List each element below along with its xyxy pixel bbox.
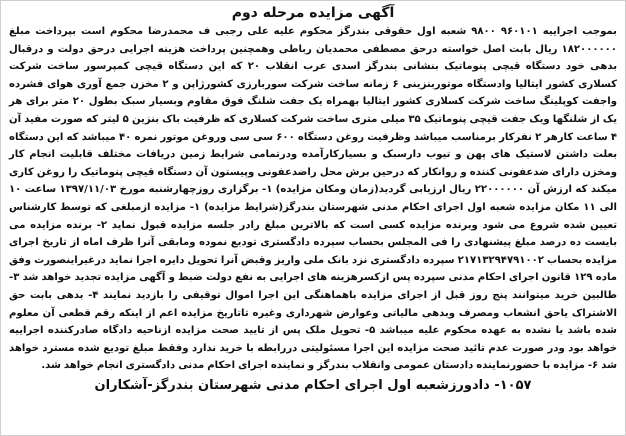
notice-title: آگهی مزایده مرحله دوم [231, 5, 395, 21]
notice-footer: ۱۰۵۷- دادورزشعبه اول اجرای احکام مدنی شهرستان بندرگز-آشکاران [94, 377, 532, 393]
notice-body: بموجب اجراییه ۹۶۰۱۰۱ ۹۸۰۰ شعبه اول حقوقی بندرگز محکوم علیه علی رجبی ف محمدرضا محکوم است بپرداخت مبلغ ۱۸۲۰۰۰۰۰۰ ریال بابت اصل خواسته درحق مصطفی محمدیان رباطی وهمچنین پرداخت هزینه اجرایی درحق دولت و درقبال بدهی خود دستگاه قیچی پنوماتیک بنشانی بندرگز اسدی عرب انقلاب ۲۰ که این دستگاه قیچی کمپرسور ساخت شرکت کسلاری کشور ایتالیا وادستگاه موتوربنزینی ۶ زمانه ساخت شرکت سوربارزی کشورژاپن و ۲ مخزن جمع آوری هوای فشرده واجفت کوپلینگ ساخت شرکت کسلاری کشور ایتالیا بهمراه یک جفت شلنگ فوق مقاوم وبسیار سبک بطول ۲۰ متر برای هر یک از شلنگها ویک جفت قیچی پنوماتیک ۳۵ میلی متری ساخت شرکت کسلاری که ظرفیت باک بنزین ۵ لیتر که صورت مفید آن ۴ ساعت کارهر ۲ نفرکار برمناسب میباشد وظرفیت روغن دستگاه ۶۰۰ سی سی وروغن موتور نمره ۴۰ میباشد که این دستگاه بعلت داشتن لاستیک های پهن و تیوب دارسبک و بسیارکارآمده ودرتمامی شرایط زمین دریافات مختلف قابلیت انجام کار ومخزن دارای ضدعفونی کننده و روانکار که درحین برش محل راضدعفونی وپیستون آن دستگاه قیچی پنوماتیک را روغن کاری میکند که ارزش آن ۲۲۰۰۰۰۰۰ ریال ارزیابی گردید(زمان ومکان مزایده) ۱- برگزاری روزچهارشنبه مورخ ۱۳۹۷/۱۱/۰۳ ساعت ۱۰ الی ۱۱ مکان مزایده شعبه اول اجرای احکام مدنی شهرستان بندرگز(شرایط مزایده) ۱- مزایده ازمبلغی که توسط کارشناس تعیین شده شروع می شود وبرنده مزایده کسی است که بالاترین مبلغ رادر جلسه مزایده قبول نماید ۲- برنده مزایده می بایست ده درصد مبلغ پیشنهادی را فی المجلس بحساب سپرده دادگستری تودیع نموده ومابقی آنرا ظرف اماه از تاریخ اجرای مزایده بحساب ۲۱۷۱۳۲۹۴۷۹۱۰۰۲ سپرده دادگستری نزد بانک ملی واریز وقبض آنرا تحویل دایره اجرا نماید درغیراینصورت وفق ماده ۱۲۹ قانون اجرای احکام مدنی سپرده پس ازکسرهزینه های اجرایی به نفع دولت ضبط و آگهی مزایده تجدید خواهد شد ۳- طالبین خرید میتوانند پنج روز قبل از اجرای مزایده باهماهنگی این اجرا اموال توقیفی را بازدید نمایند ۴- بدهی بابت حق الاشتراک یاحق انشعاب ومصرف وبدهی مالیاتی وعوارض شهرداری وغیره تاتاریخ مزایده اعم از اینکه رقم قطعی آن معلوم شده باشد یا نشده به عهده محکوم علیه میباشد ۵- تحویل ملک پس از تایید صحت مزایده ازناحیه دادگاه صادرکننده اجراییه خواهد بود ودر صورت عدم تائید صحت مزایده این اجرا مسئولیتی دررابطه با خرید ندارد وفقط مبلغ تودیع شده مسترد خواهد شد ۶- مزایده با حضورنماینده دادستان عمومی وانقلاب بندرگز و نماینده اجرای احکام مدنی دادگستری انجام خواهد شد. [9, 26, 618, 372]
